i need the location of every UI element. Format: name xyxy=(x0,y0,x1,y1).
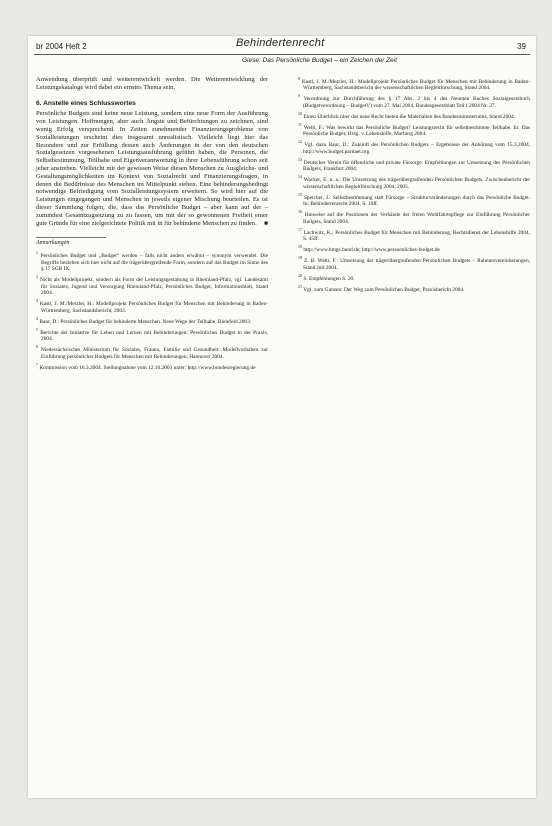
footnote: $^4$ Baur, D.: Persönliches Budget für behinderte Menschen. Neue Wege der Teilhabe, Bielefeld 2003. xyxy=(36,315,252,325)
footnote: $^{12}$ Vgl. dazu Baur, D.: Zukunft des Persönlichen Budgets – Ergebnisse der Anhörung vom 15.3.2004, http://www.budget.paritaet.org. xyxy=(298,139,530,155)
footnote: $^{10}$ Einen Überblick über das neue Recht bieten die Materialien des Bundesministeriums, Stand 2004. xyxy=(298,110,516,120)
footnote: $^{21}$ Vgl. zum Ganzen: Der Weg zum Persönlichen Budget, Praxisbericht 2004. xyxy=(298,283,465,293)
footnote: $^1$ Persönliches Budget und „Budget“ werden – falls nicht anders erwähnt – synonym verwendet. Die Begriffe beziehen sich hier nicht auf die trägerübergreifende Form, sondern auf das Budget im Sinne des § 17 SGB IX. xyxy=(36,250,268,273)
footnote: $^{19}$ Z. B. Welti, F.: Umsetzung der trägerübergreifenden Persönlichen Budgets – Rahmenvereinbarungen, Stand Juli 2004. xyxy=(298,255,530,271)
footnote: $^3$ Kastl, J. M./Metzler, H.: Modellprojekt Persönliches Budget für Menschen mit Behinderung in Baden-Württemberg, Sachstandsbericht, 2003. xyxy=(36,298,268,314)
footnote: $^8$ Kastl, J. M./Metzler, H.: Modellprojekt Persönliches Budget für Menschen mit Behinderung in Baden-Württemberg, Sachstandsbericht der wissenschaftlichen Begleitforschung, Stand 2004. xyxy=(298,76,530,92)
footnotes-label: Anmerkungen xyxy=(36,237,106,248)
footnote: $^7$ Kommission vom 16.3.2004. Stellungnahme vom 12.10.2003 unter: http://www.bundesregierung.de xyxy=(36,361,256,371)
footnote: $^{20}$ S. Empfehlungen S. 20. xyxy=(298,272,355,282)
footnote: $^2$ Nicht als Modellprojekt, sondern als Form der Leistungsgestaltung in Rheinland-Pfalz, vgl. Landesamt für Soziales, Jugend und Versorgung Rheinland-Pfalz, Persönliches Budget, Informationsblatt, Stand 2004. xyxy=(36,274,268,297)
journal-title: Behindertenrecht xyxy=(236,37,325,49)
intro-paragraph: Anwendung überprüft und weiterentwickelt werden. Die Weiterentwicklung der Leistungskataloge wird dabei ein ernstes Thema sein. xyxy=(36,76,268,91)
body-paragraph: Persönliche Budgets sind keine neue Leistung, sondern eine neue Form der Ausführung von Leistungen. Hoffnungen, aber auch Ängste und Befürchtungen zu zeichnen, sind wenig Erfolg versprechend. In Zeiten zunehmender Finanzierungsprobleme von Sozialleistungen erscheint dies insgesamt unrealistisch. Vielleicht liegt hier das Besondere und zur Erfüllung dessen auch Änderungen in der von den deutschen Sozialgesetzen vorgesehenen Leistungsausführung geführt haben, die Personen, die Selbstbestimmung, Teilhabe und Eigenverantwortung in ihrer Lebensführung schon seit jeher anstreben. Vielleicht mit der gewissen Weise diesen Menschen zu Ausgleichs- und Gestaltungsmöglichkeiten im Kontext von Sozialrecht und Finanzierungsfragen, in denen die Bedürfnisse des Menschen im Mittelpunkt stehen. Eine behinderungsbedingt notwendige Befriedigung vom Sozialleistungssystem erweitern. So wird hier auf die Leistungen eingegangen und Menschen in jeweils eigener Mischung beurteilen. Es ist dieser Sammlung folgen, die, dass das Persönliche Budget – aber kann auf der – zumindest Gesamtzugsetzung zu zu fassen, um mit der so gewonnenen Freiheit einer gute Gründe für eine zielgerichtete Politik mit in für behinderte Menschen zu finden. ■ xyxy=(36,110,268,227)
end-mark: ■ xyxy=(264,219,268,227)
left-column xyxy=(36,76,268,373)
left-footnote-list xyxy=(36,250,268,371)
footnote: $^{14}$ Wacker, E. u. a.: Die Umsetzung des trägerübergreifenden Persönlichen Budgets, Zwischenbericht der wissenschaftlichen Begleitforschung 2004, 2005. xyxy=(298,174,530,190)
footnote: $^{15}$ Speicher, J.: Selbstbestimmung statt Fürsorge – Strukturveränderungen durch das Persönliche Budget. In: Behindertenrecht 2004, S. 10ff. xyxy=(298,191,530,208)
issue-label: br 2004 Heft 2 xyxy=(36,42,87,51)
footnote: $^6$ Niedersächsisches Ministerium für Soziales, Frauen, Familie und Gesundheit: Modellvorhaben zur Einführung persönlicher Budgets für Menschen mit Behinderungen, Hannover 2004. xyxy=(36,344,268,360)
footnote: $^{18}$ http://www.bmgs.bund.de; http://www.persoenliches-budget.de xyxy=(298,244,440,254)
footnote: $^{11}$ Welti, F.: Was bewirkt das Persönliche Budget? Leistungsrecht für selbstbestimmte Teilhabe. In: Das Persönliche Budget, Hrsg. v. Lebenshilfe, Marburg 2004. xyxy=(298,121,530,138)
page-number: 39 xyxy=(517,42,526,51)
journal-page xyxy=(28,36,536,798)
footnote: $^{16}$ Hinweise auf die Positionen der Verbände der freien Wohlfahrtspflege zur Einführung Persönlicher Budgets, Stand 2004. xyxy=(298,209,530,225)
header-rule xyxy=(34,54,530,55)
article-running-title: Giese: Das Persönliche Budget – ein Zeichen der Zeit xyxy=(242,57,398,64)
footnote: $^{17}$ Lachwitz, K.: Persönliches Budget für Menschen mit Behinderung, Rechtsdienst der Lebenshilfe 2004, S. 45ff. xyxy=(298,226,530,243)
section-heading: 6. Anstelle eines Schlusswortes xyxy=(36,99,136,107)
right-column xyxy=(298,76,530,294)
footnote: $^9$ Verordnung zur Durchführung des § 17 Abs. 2 bis 4 des Neunten Buches Sozialgesetzbuch (Budgetverordnung – BudgetV) vom 27. Mai 2004, Bundesgesetzblatt Teil I 2004 Nr. 27. xyxy=(298,93,530,109)
footnote: $^{13}$ Deutscher Verein für öffentliche und private Fürsorge: Empfehlungen zur Umsetzung des Persönlichen Budgets, Frankfurt 2004. xyxy=(298,156,530,173)
footnote: $^5$ Berichte der Initiative für Leben und Lernen mit Behinderungen; Persönliches Budget in der Praxis, 2004. xyxy=(36,326,268,343)
